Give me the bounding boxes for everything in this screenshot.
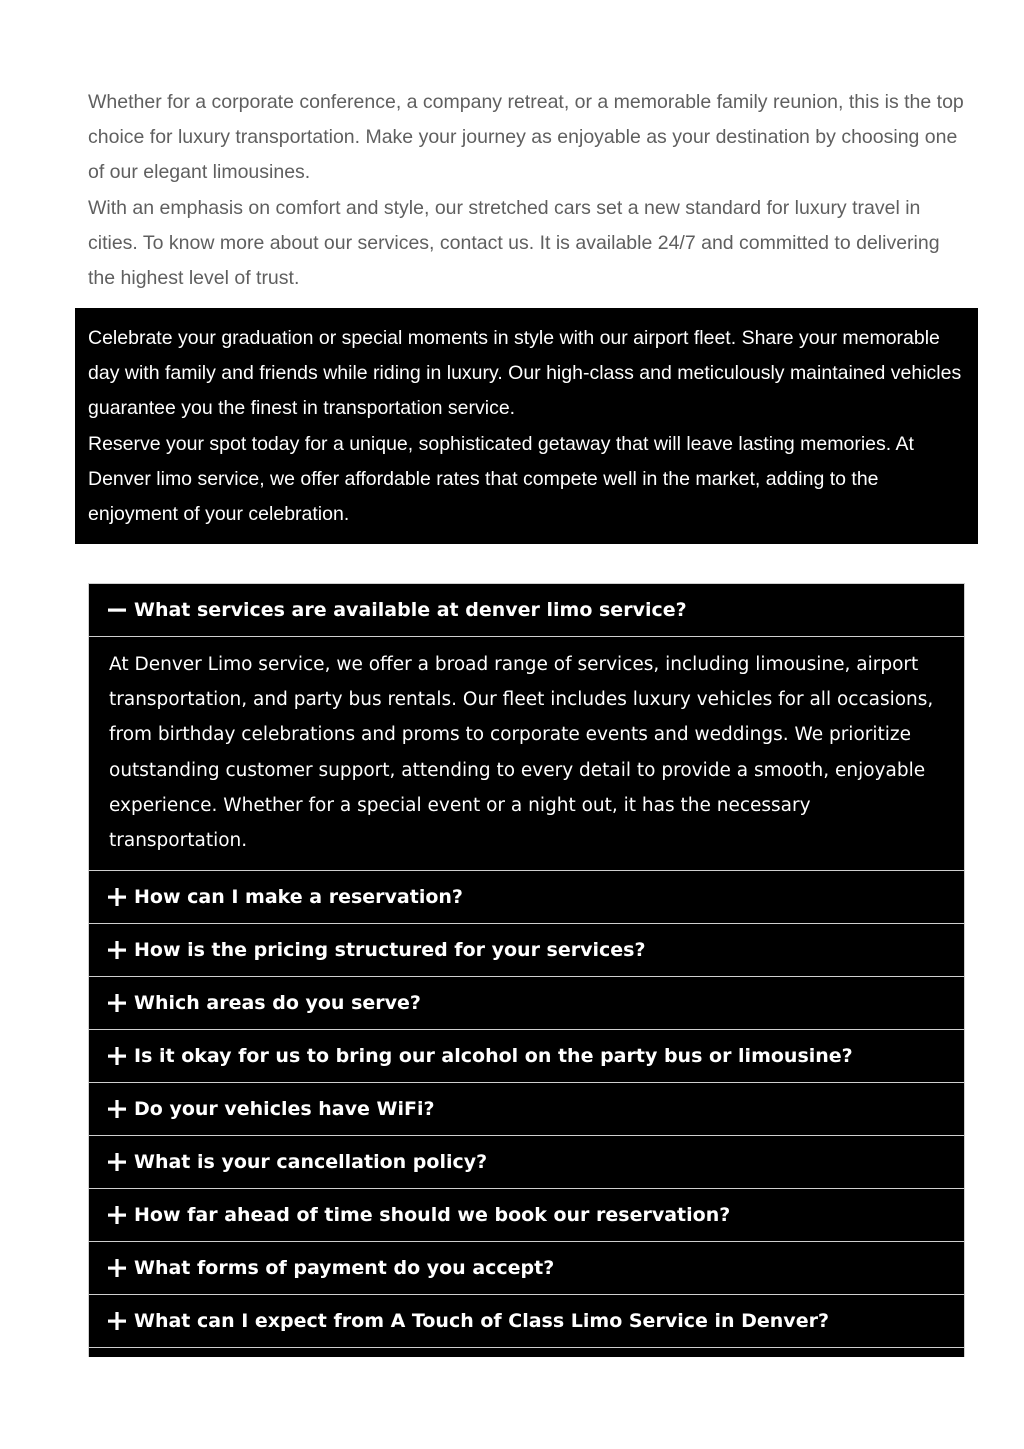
faq-question-text: What is your cancellation policy?: [134, 1151, 488, 1174]
plus-icon: [108, 1206, 134, 1224]
minus-icon: [108, 601, 134, 619]
celebration-paragraph-1: Celebrate your graduation or special moments in style with our airport fleet. Share your memorable day with family and friends while riding in luxury. Our high-class and meticulously maintained vehicles guarantee you the finest in transportation service.: [88, 327, 962, 420]
faq-item: [89, 924, 964, 977]
plus-icon: [108, 1047, 134, 1065]
plus-icon: [108, 1100, 134, 1118]
faq-item: [89, 1030, 964, 1083]
plus-icon: [108, 994, 134, 1012]
faq-question-toggle[interactable]: [89, 1136, 964, 1188]
faq-question-toggle[interactable]: [89, 584, 964, 636]
faq-question-text: Which areas do you serve?: [134, 992, 421, 1015]
faq-item: [89, 1242, 964, 1295]
faq-item: [89, 584, 964, 871]
faq-question-toggle[interactable]: [89, 977, 964, 1029]
plus-icon: [108, 1312, 134, 1330]
intro-paragraph-1: Whether for a corporate conference, a company retreat, or a memorable family reunion, this is the top choice for luxury transportation. Make your journey as enjoyable as your destination by choosing one of our elegant limousines.: [88, 91, 964, 184]
faq-question-text: How can I make a reservation?: [134, 886, 463, 909]
faq-question-toggle[interactable]: [89, 924, 964, 976]
intro-paragraph-2: With an emphasis on comfort and style, our stretched cars set a new standard for luxury travel in cities. To know more about our services, contact us. It is available 24/7 and committed to delivering the highest level of trust.: [88, 196, 940, 290]
plus-icon: [108, 1259, 134, 1277]
faq-question-toggle[interactable]: [89, 1295, 964, 1347]
faq-question-toggle[interactable]: [89, 1083, 964, 1135]
faq-question-toggle[interactable]: [89, 1242, 964, 1294]
faq-item: [89, 1136, 964, 1189]
faq-item: [89, 1083, 964, 1136]
faq-item: [89, 871, 964, 924]
faq-question-text: What forms of payment do you accept?: [134, 1257, 555, 1280]
faq-item: [89, 1189, 964, 1242]
faq-question-text: Is it okay for us to bring our alcohol on the party bus or limousine?: [134, 1045, 853, 1068]
celebration-block: [75, 308, 978, 544]
intro-section: [88, 85, 968, 296]
faq-question-text: What can I expect from A Touch of Class Limo Service in Denver?: [134, 1310, 829, 1333]
plus-icon: [108, 941, 134, 959]
faq-item: [89, 977, 964, 1030]
faq-answer-text: At Denver Limo service, we offer a broad range of services, including limousine, airport transportation, and party bus rentals. Our fleet includes luxury vehicles for all occasions, from birthday celebrations and proms to corporate events and weddings. We prioritize outstanding customer support, attending to every detail to provide a smooth, enjoyable experience. Whether for a special event or a night out, it has the necessary transportation.: [89, 636, 964, 870]
celebration-paragraph-2: Reserve your spot today for a unique, sophisticated getaway that will leave lasting memories. At Denver limo service, we offer affordable rates that compete well in the market, adding to the enjoyment of your celebration.: [88, 432, 914, 526]
faq-question-text: How is the pricing structured for your services?: [134, 939, 646, 962]
faq-accordion: [88, 583, 965, 1357]
plus-icon: [108, 1153, 134, 1171]
faq-question-toggle[interactable]: [89, 871, 964, 923]
faq-question-text: What services are available at denver limo service?: [134, 599, 687, 621]
faq-question-toggle[interactable]: [89, 1189, 964, 1241]
faq-question-toggle[interactable]: [89, 1030, 964, 1082]
faq-item: [89, 1295, 964, 1348]
plus-icon: [108, 888, 134, 906]
faq-question-text: Do your vehicles have WiFi?: [134, 1098, 435, 1121]
faq-question-text: How far ahead of time should we book our reservation?: [134, 1204, 731, 1227]
